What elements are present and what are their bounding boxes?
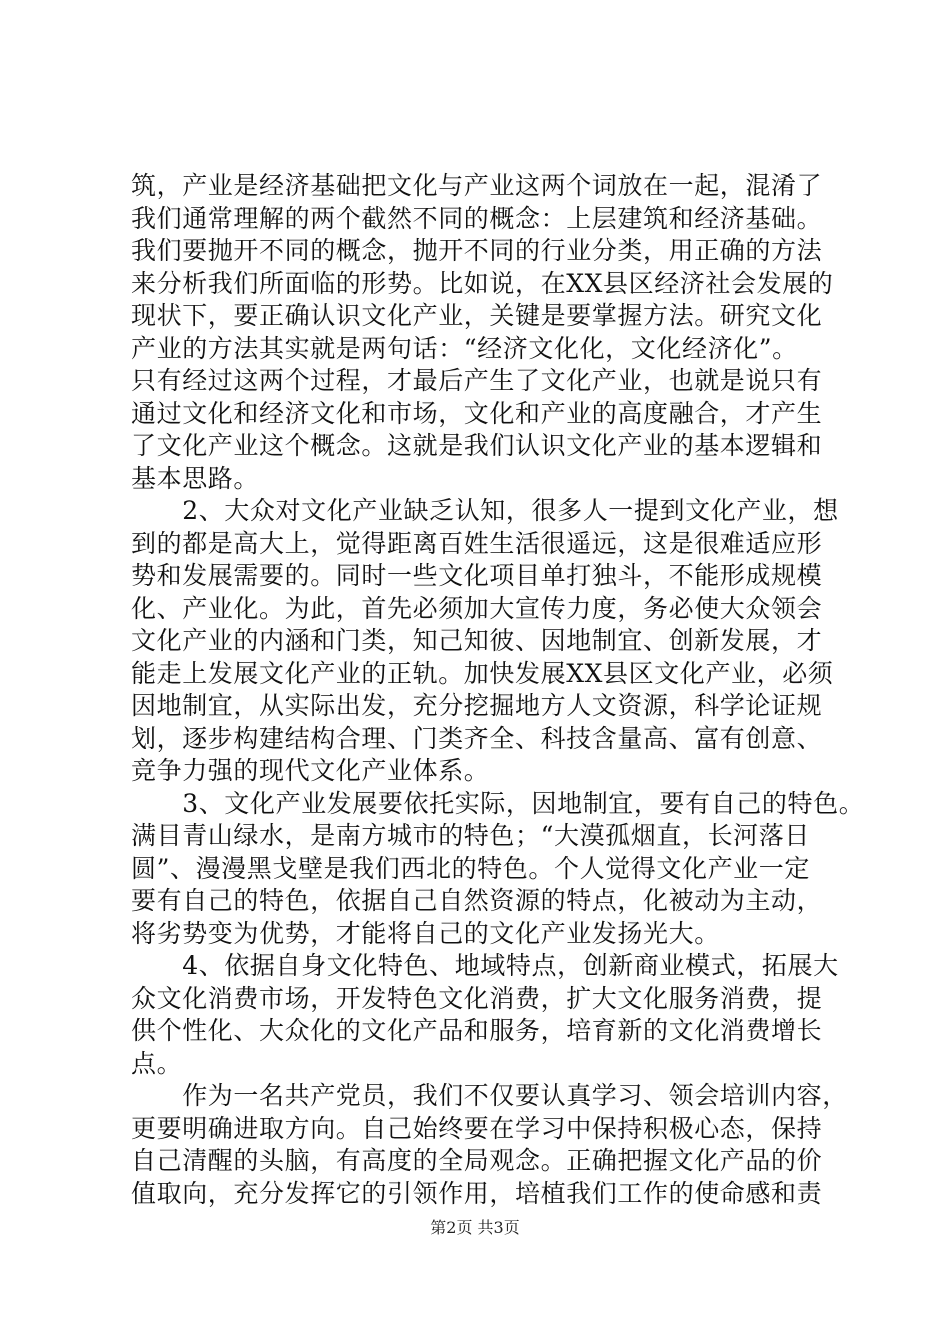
text-line: 产业的方法其实就是两句话：“经济文化化，文化经济化”。 [131,333,798,363]
body-text [131,170,865,1210]
text-line: 2、大众对文化产业缺乏认知，很多人一提到文化产业，想 [131,496,839,525]
text-line: 能走上发展文化产业的正轨。加快发展XX县区文化产业，必须 [131,658,834,688]
text-line: 文化产业的内涵和门类，知己知彼、因地制宜、创新发展，才 [131,626,823,655]
text-line: 了文化产业这个概念。这就是我们认识文化产业的基本逻辑和 [131,431,823,460]
text-line: 现状下，要正确认识文化产业，关键是要掌握方法。研究文化 [131,301,823,330]
text-line: 众文化消费市场，开发特色文化消费，扩大文化服务消费，提 [131,983,823,1013]
page-number: 第2页 共3页 [430,1218,520,1237]
text-line: 因地制宜，从实际出发，充分挖掘地方人文资源，科学论证规 [131,691,823,720]
text-line: 来分析我们所面临的形势。比如说，在XX县区经济社会发展的 [131,268,834,298]
text-line: 通过文化和经济文化和市场，文化和产业的高度融合，才产生 [131,398,823,428]
text-line: 更要明确进取方向。自己始终要在学习中保持积极心态，保持 [131,1113,823,1143]
text-line: 势和发展需要的。同时一些文化项目单打独斗，不能形成规模 [131,561,823,590]
text-line: 点。 [131,1048,183,1078]
text-line: 我们要抛开不同的概念，抛开不同的行业分类，用正确的方法 [131,236,823,265]
text-line: 将劣势变为优势，才能将自己的文化产业发扬光大。 [131,918,720,948]
text-line: 筑，产业是经济基础把文化与产业这两个词放在一起，混淆了 [131,171,823,200]
text-line: 要有自己的特色，依据自己自然资源的特点，化被动为主动， [131,886,823,915]
text-line: 化、产业化。为此，首先必须加大宣传力度，务必使大众领会 [131,593,823,623]
text-line: 作为一名共产党员，我们不仅要认真学习、领会培训内容， [131,1081,848,1110]
text-line: 圆”、漫漫黑戈壁是我们西北的特色。个人觉得文化产业一定 [131,853,810,883]
text-line: 3、文化产业发展要依托实际，因地制宜，要有自己的特色。 [131,788,865,818]
text-line: 基本思路。 [131,463,260,493]
text-line: 竞争力强的现代文化产业体系。 [131,756,490,785]
text-line: 自己清醒的头脑，有高度的全局观念。正确把握文化产品的价 [131,1146,823,1175]
text-line: 只有经过这两个过程，才最后产生了文化产业，也就是说只有 [131,366,823,395]
text-line: 供个性化、大众化的文化产品和服务，培育新的文化消费增长 [131,1016,823,1045]
text-line: 划，逐步构建结构合理、门类齐全、科技含量高、富有创意、 [131,723,823,753]
text-line: 我们通常理解的两个截然不同的概念：上层建筑和经济基础。 [131,203,823,233]
text-line: 4、依据自身文化特色、地域特点，创新商业模式，拓展大 [131,951,839,980]
text-line: 到的都是高大上，觉得距离百姓生活很遥远，这是很难适应形 [131,528,823,558]
text-line: 值取向，充分发挥它的引领作用，培植我们工作的使命感和责 [131,1178,823,1208]
text-line: 满目青山绿水，是南方城市的特色；“大漠孤烟直，长河落日 [131,821,810,850]
